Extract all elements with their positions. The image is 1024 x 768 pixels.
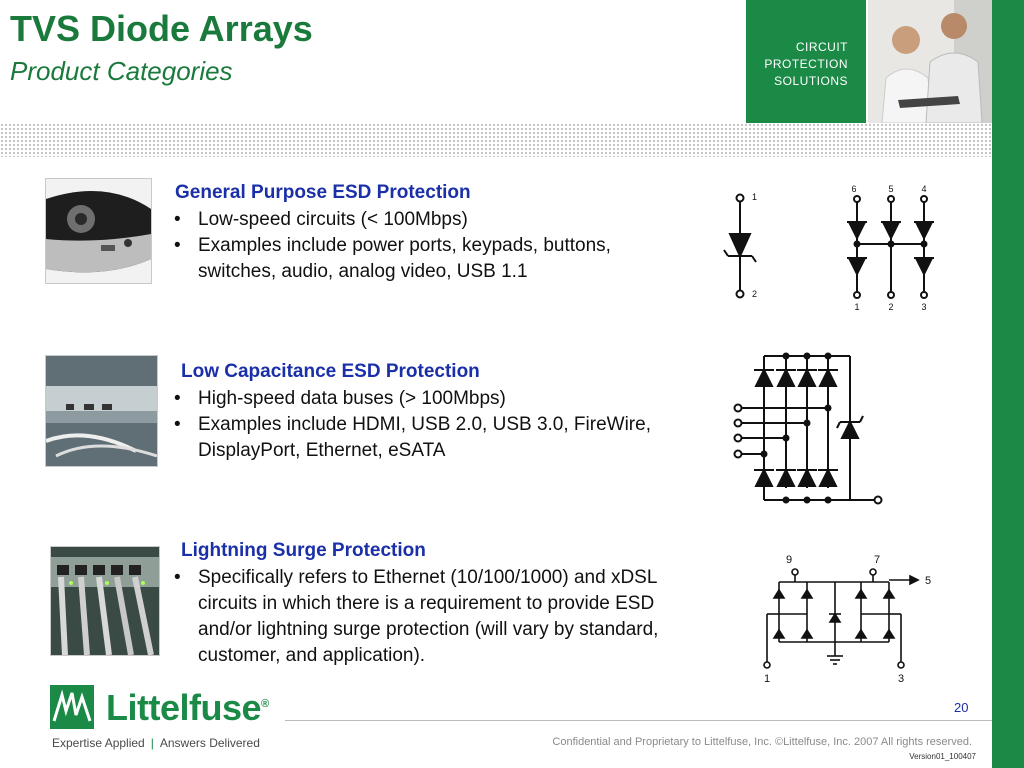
section-2-bullets: [172, 386, 652, 464]
tagline-separator: |: [150, 736, 154, 750]
logo-name: Littelfuse: [106, 687, 262, 728]
section-2-heading: Low Capacitance ESD Protection: [181, 361, 480, 382]
phone-image: [45, 178, 152, 284]
low-cap-esd-schematic: [730, 348, 890, 513]
logo-reg: ®: [261, 698, 269, 710]
header-photo: [868, 0, 992, 123]
pin-label: 1: [752, 192, 758, 202]
pin-label: 7: [873, 554, 881, 566]
tagline-right: Answers Delivered: [159, 736, 260, 750]
tagline: [52, 736, 260, 750]
footer-divider: [285, 720, 992, 721]
slide-title: TVS Diode Arrays: [10, 8, 313, 49]
slide-subtitle: Product Categories: [10, 56, 233, 86]
brand-line-2: PROTECTION: [764, 57, 848, 71]
brand-line-3: SOLUTIONS: [774, 74, 848, 88]
pin-label: 4: [921, 184, 927, 194]
laptop-ports-image: [45, 355, 158, 467]
general-esd-schematic: [710, 182, 950, 317]
section-3-bullets: [172, 565, 677, 669]
section-1-bullets: [172, 207, 672, 285]
pin-label: 3: [897, 673, 905, 685]
brand-line-1: CIRCUIT: [795, 40, 848, 54]
right-green-bar: [992, 0, 1024, 768]
bullet: • High-speed data buses (> 100Mbps): [172, 386, 652, 412]
page-number: 20: [954, 700, 969, 715]
lightning-surge-schematic: [755, 552, 935, 687]
pin-label: 1: [763, 673, 771, 685]
ethernet-ports-image: [50, 546, 160, 656]
bullet: • Specifically refers to Ethernet (10/100/1000) and xDSL circuits in which there is a requirement to provide ESD and/or lightning surge protection (will vary by standard, customer, and application).: [172, 565, 677, 669]
tagline-left: Expertise Applied: [52, 736, 145, 750]
section-3-heading: Lightning Surge Protection: [181, 540, 426, 561]
brand-box: [746, 0, 866, 123]
littelfuse-logo-icon: [50, 685, 94, 729]
pin-label: 9: [785, 554, 793, 566]
dotted-band: [0, 123, 992, 157]
pin-label: 2: [888, 302, 894, 312]
pin-label: 1: [854, 302, 860, 312]
pin-label: 6: [851, 184, 857, 194]
confidential-notice: Confidential and Proprietary to Littelfuse, Inc. ©Littelfuse, Inc. 2007 All rights reserved.: [552, 736, 972, 748]
bullet: • Low-speed circuits (< 100Mbps): [172, 207, 672, 233]
section-1-heading: General Purpose ESD Protection: [175, 182, 471, 203]
pin-label: 5: [888, 184, 894, 194]
version-label: Version01_100407: [909, 752, 976, 761]
pin-label: 2: [752, 289, 758, 299]
pin-label: 3: [921, 302, 927, 312]
pin-label: 5: [925, 575, 932, 587]
logo-wordmark: [106, 687, 269, 729]
bullet: • Examples include power ports, keypads, buttons, switches, audio, analog video, USB 1.1: [172, 233, 672, 285]
bullet: • Examples include HDMI, USB 2.0, USB 3.0, FireWire, DisplayPort, Ethernet, eSATA: [172, 412, 652, 464]
